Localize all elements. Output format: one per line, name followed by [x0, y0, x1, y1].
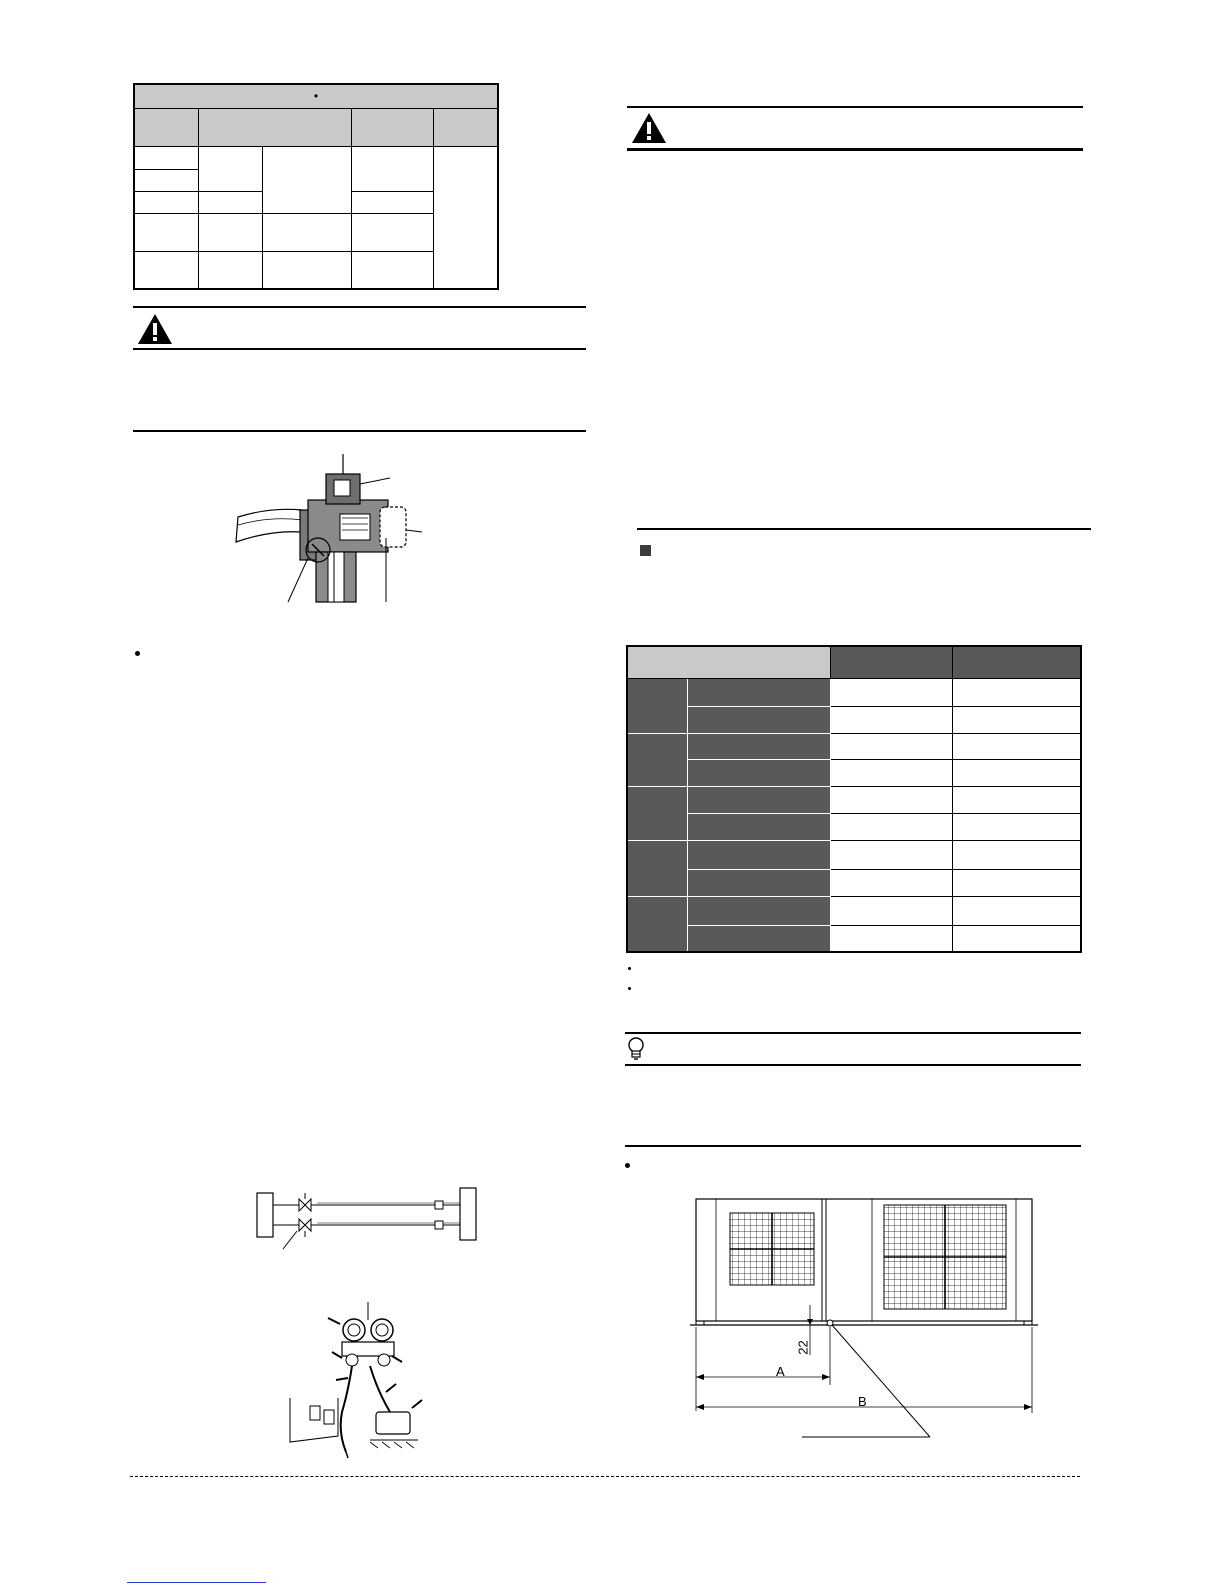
dimension-table	[626, 645, 1082, 953]
top-table-col-head	[134, 108, 198, 146]
dim-table-header-b	[952, 646, 1081, 678]
right-bullet-1	[625, 1163, 630, 1168]
caution-2-top-rule	[627, 106, 1083, 108]
dim-table-cell	[952, 869, 1081, 896]
dim-table-cell	[952, 706, 1081, 733]
dim-table-model	[687, 840, 830, 869]
top-table-col-head	[351, 108, 433, 146]
square-bullet-icon	[640, 545, 651, 556]
dimension-b-label: B	[858, 1394, 867, 1409]
dim-table-group	[627, 896, 687, 952]
dim-table-model	[687, 869, 830, 896]
dimension-22-label: 22	[795, 1340, 811, 1355]
dim-table-model	[687, 896, 830, 925]
top-table-cell	[198, 191, 262, 213]
dim-table-group	[627, 840, 687, 896]
top-table-cell	[262, 213, 351, 251]
top-table-cell	[134, 169, 198, 191]
top-table-cell	[134, 146, 198, 169]
top-table-cell	[134, 191, 198, 213]
top-table-cell	[198, 213, 262, 251]
dim-table-cell	[830, 733, 952, 759]
service-valve-diagram	[230, 452, 430, 607]
top-table-cell	[134, 213, 198, 251]
dim-table-group	[627, 733, 687, 786]
dim-table-cell	[952, 840, 1081, 869]
dim-table-model	[687, 813, 830, 840]
dim-table-model	[687, 678, 830, 706]
dim-table-model	[687, 759, 830, 786]
dimension-a-label: A	[776, 1364, 785, 1379]
top-table-cell	[351, 251, 433, 289]
top-table-cell	[351, 213, 433, 251]
dim-table-cell	[952, 759, 1081, 786]
warning-triangle-icon	[630, 111, 668, 145]
caution-2-bottom-rule	[627, 148, 1083, 151]
top-table-header-mark: •	[313, 89, 319, 104]
dim-table-header-left	[627, 646, 830, 678]
dim-table-cell	[830, 786, 952, 813]
top-table-cell	[262, 146, 351, 213]
top-table-cell	[134, 251, 198, 289]
dim-table-cell	[952, 896, 1081, 925]
dim-table-cell	[830, 759, 952, 786]
dim-table-model	[687, 733, 830, 759]
pipe-connection-diagram	[255, 1185, 480, 1255]
left-bullet-1	[135, 651, 140, 656]
dim-table-cell	[830, 896, 952, 925]
footer-dashed-rule	[130, 1476, 1080, 1477]
dim-table-cell	[952, 678, 1081, 706]
footer-link-underline	[127, 1582, 266, 1583]
top-table-cell	[198, 146, 262, 191]
top-table-cell	[198, 251, 262, 289]
top-spec-table	[133, 83, 499, 290]
top-table-cell	[351, 146, 433, 191]
dim-table-cell	[830, 813, 952, 840]
dim-table-cell	[830, 706, 952, 733]
note-top-rule	[625, 1032, 1081, 1034]
dim-table-model	[687, 706, 830, 733]
dim-table-model	[687, 925, 830, 952]
dim-table-cell	[830, 925, 952, 952]
warning-triangle-icon	[136, 312, 174, 346]
dim-table-group	[627, 786, 687, 840]
note-end-rule	[625, 1145, 1081, 1147]
top-table-col-head	[433, 108, 498, 146]
dim-table-cell	[952, 786, 1081, 813]
top-table-title-row	[134, 84, 498, 108]
dim-table-model	[687, 786, 830, 813]
top-table-cell	[262, 251, 351, 289]
section-divider-rule	[637, 528, 1091, 530]
dim-table-cell	[952, 925, 1081, 952]
top-table-col-head	[198, 108, 351, 146]
caution-1-top-rule	[133, 306, 586, 308]
dim-table-header-a	[830, 646, 952, 678]
top-table-cell	[433, 146, 498, 289]
gauge-manifold-diagram	[278, 1302, 438, 1460]
lightbulb-icon	[627, 1036, 645, 1062]
dim-table-cell	[830, 869, 952, 896]
dim-table-group	[627, 678, 687, 733]
note-bottom-rule	[625, 1064, 1081, 1066]
dim-table-cell	[952, 813, 1081, 840]
dim-table-cell	[952, 733, 1081, 759]
table-note-bullet-1	[628, 967, 631, 970]
top-table-cell	[351, 191, 433, 213]
dim-table-cell	[830, 840, 952, 869]
table-note-bullet-2	[628, 987, 631, 990]
caution-1-end-rule	[133, 430, 586, 432]
caution-1-bottom-rule	[133, 348, 586, 350]
dim-table-cell	[830, 678, 952, 706]
